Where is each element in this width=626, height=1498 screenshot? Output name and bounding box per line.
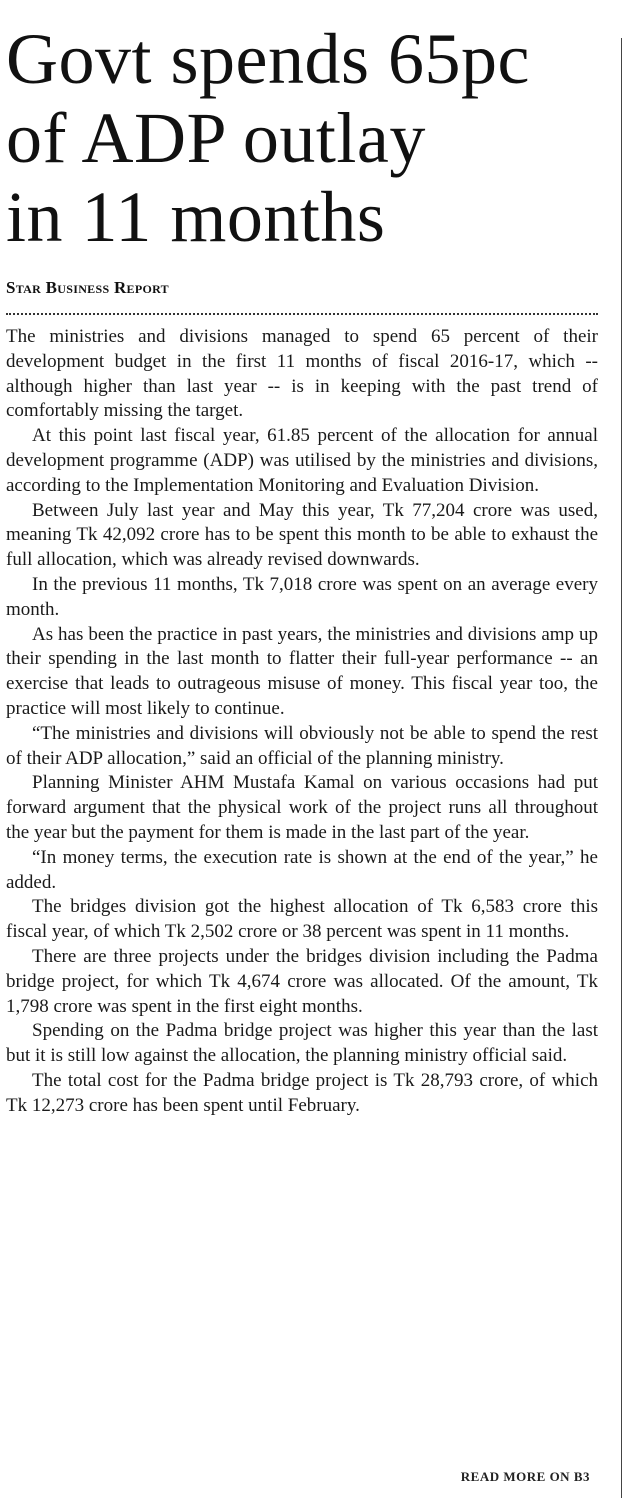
read-more-link[interactable]: READ MORE ON B3 bbox=[460, 1469, 590, 1484]
headline bbox=[6, 20, 598, 257]
news-article bbox=[6, 20, 598, 1119]
body-paragraph: “The ministries and divisions will obviously not be able to spend the rest of their ADP allocation,” said an official of the planning ministry. bbox=[6, 722, 598, 769]
body-paragraph: The total cost for the Padma bridge project is Tk 28,793 crore, of which Tk 12,273 crore has been spent until February. bbox=[6, 1069, 598, 1116]
body-paragraph: “In money terms, the execution rate is shown at the end of the year,” he added. bbox=[6, 846, 598, 893]
headline-line: of ADP outlay bbox=[6, 98, 426, 178]
body-paragraph: As has been the practice in past years, the ministries and divisions amp up their spending in the last month to flatter their full-year performance -- an exercise that leads to outrageous misuse of money. This fiscal year too, the practice will most likely to continue. bbox=[6, 623, 598, 719]
body-paragraph: Planning Minister AHM Mustafa Kamal on various occasions had put forward argument that the physical work of the project runs all throughout the year but the payment for them is made in the last part of the year. bbox=[6, 772, 598, 843]
dotted-divider bbox=[6, 313, 598, 315]
byline: Star Business Report bbox=[6, 278, 169, 297]
body-paragraph: The ministries and divisions managed to spend 65 percent of their development budget in the first 11 months of fiscal 2016-17, which -- although higher than last year -- is in keeping with the past trend of comfortably missing the target. bbox=[6, 326, 598, 422]
body-paragraph: In the previous 11 months, Tk 7,018 crore was spent on an average every month. bbox=[6, 573, 598, 620]
body-paragraph: There are three projects under the bridges division including the Padma bridge project, for which Tk 4,674 crore was allocated. Of the amount, Tk 1,798 crore was spent in the first eight months. bbox=[6, 945, 598, 1017]
article-body bbox=[6, 325, 598, 1119]
body-paragraph: Between July last year and May this year, Tk 77,204 crore was used, meaning Tk 42,092 crore has to be spent this month to be able to exhaust the full allocation, which was already revised downwards. bbox=[6, 499, 598, 571]
column-divider bbox=[621, 38, 622, 1498]
body-paragraph: Spending on the Padma bridge project was higher this year than the last but it is still low against the allocation, the planning ministry official said. bbox=[6, 1020, 598, 1067]
headline-line: in 11 months bbox=[6, 177, 386, 257]
body-paragraph: At this point last fiscal year, 61.85 percent of the allocation for annual development programme (ADP) was utilised by the ministries and divisions, according to the Implementation Monitoring and Evaluation Division. bbox=[6, 425, 598, 496]
headline-line: Govt spends 65pc bbox=[6, 19, 530, 99]
body-paragraph: The bridges division got the highest allocation of Tk 6,583 crore this fiscal year, of which Tk 2,502 crore or 38 percent was spent in 11 months. bbox=[6, 896, 598, 943]
